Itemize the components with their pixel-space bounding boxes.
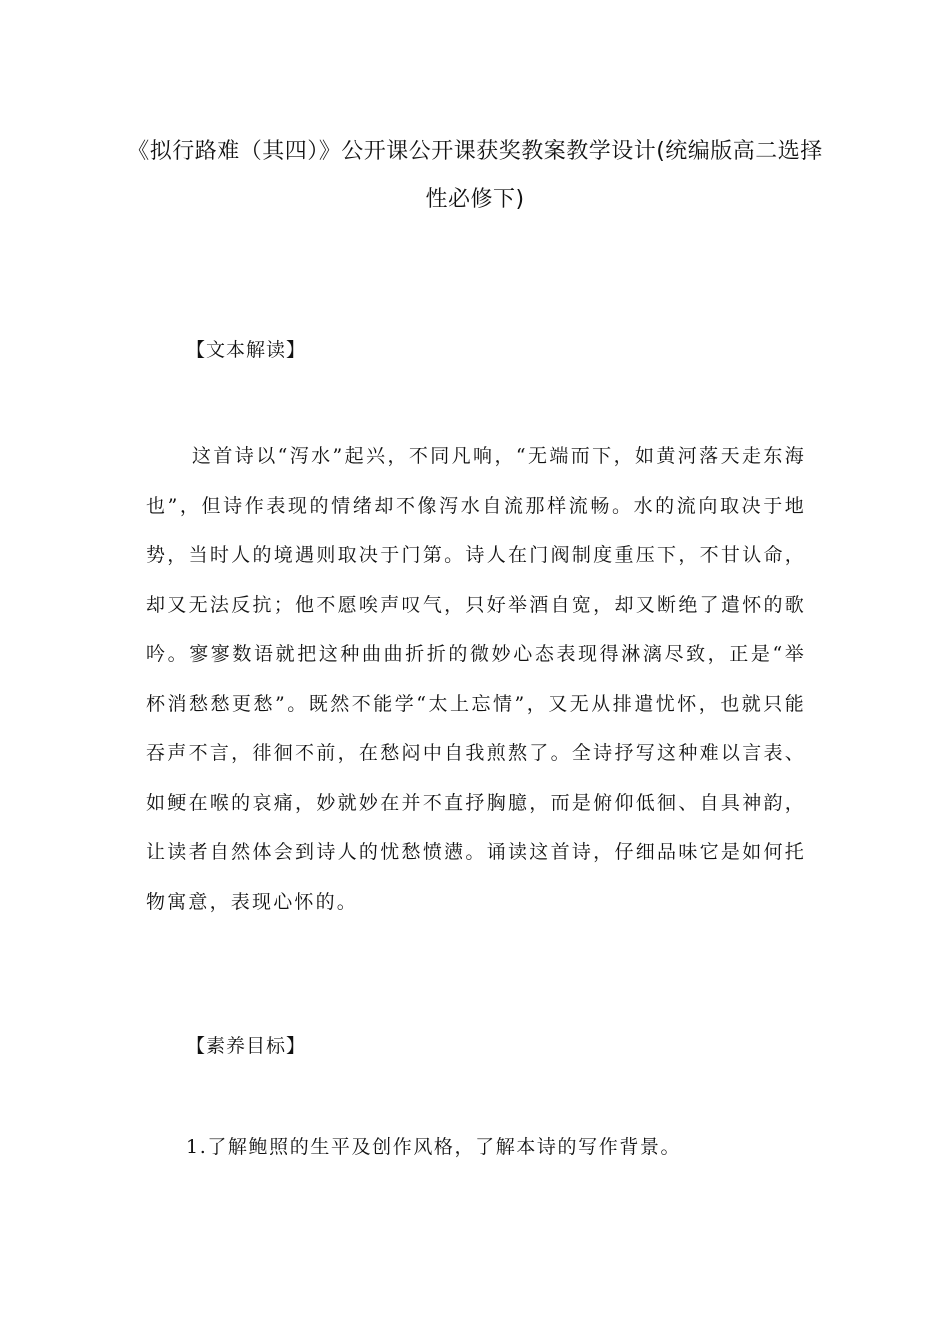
goal-item: 1.了解鲍照的生平及创作风格，了解本诗的写作背景。 (186, 1136, 682, 1158)
document-title: 《拟行路难（其四）》公开课公开课获奖教案教学设计(统编版高二选择性必修下) (127, 139, 823, 212)
section-heading-literacy-goals: 【素养目标】 (186, 1035, 307, 1057)
text-reading-paragraph: 这首诗以“泻水”起兴，不同凡响，“无端而下，如黄河落天走东海也”，但诗作表现的情绪却不像泻水自流那样流畅。水的流向取决于地势，当时人的境遇则取决于门第。诗人在门阀制度重压下，不甘认命，却又无法反抗；他不愿唉声叹气，只好举酒自宽，却又断绝了遣怀的歌吟。寥寥数语就把这种曲曲折折的微妙心态表现得淋漓尽致，正是“举杯消愁愁更愁”。既然不能学“太上忘情”，又无从排遣忧怀，也就只能吞声不言，徘徊不前，在愁闷中自我煎熬了。全诗抒写这种难以言表、如鲠在喉的哀痛，妙就妙在并不直抒胸臆，而是俯仰低徊、自具神韵，让读者自然体会到诗人的忧愁愤懑。诵读这首诗，仔细品味它是如何托物寓意，表现心怀的。 (146, 445, 806, 913)
section-heading-text-reading: 【文本解读】 (186, 339, 307, 361)
